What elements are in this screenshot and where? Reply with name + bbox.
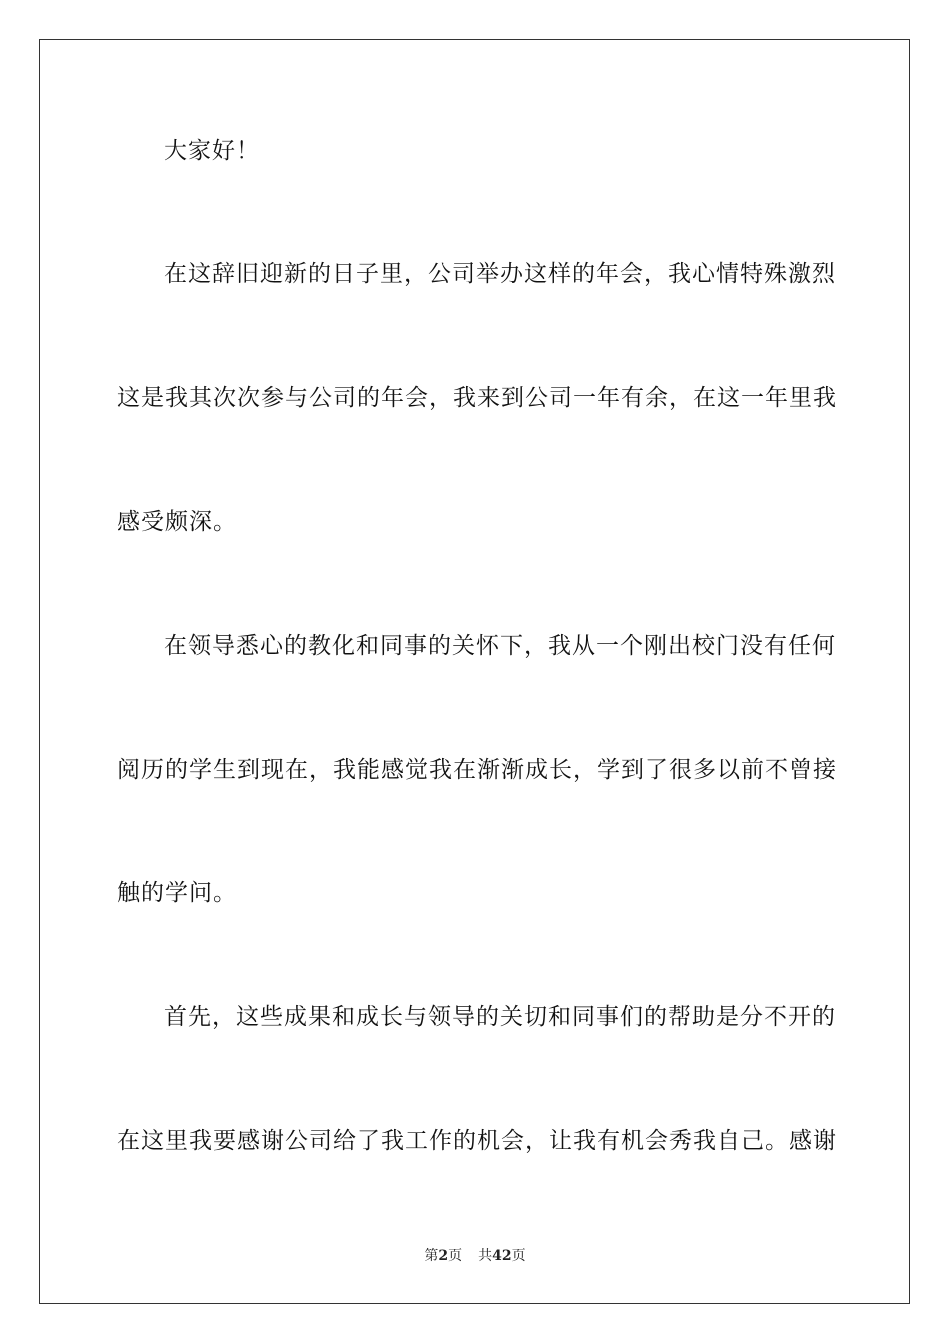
paragraph-line: 首先，这些成果和成长与领导的关切和同事们的帮助是分不开的 xyxy=(164,1004,836,1030)
page-number: 第2页 xyxy=(424,1248,463,1264)
paragraph-line: 触的学问。 xyxy=(117,880,237,906)
greeting-line: 大家好！ xyxy=(164,138,260,164)
paragraph-line: 感受颇深。 xyxy=(117,509,237,535)
page-frame xyxy=(39,39,910,1304)
paragraph-line: 这是我其次次参与公司的年会，我来到公司一年有余，在这一年里我 xyxy=(117,385,837,411)
paragraph-line: 阅历的学生到现在，我能感觉我在渐渐成长，学到了很多以前不曾接 xyxy=(117,757,837,783)
paragraph-line: 在这里我要感谢公司给了我工作的机会，让我有机会秀我自己。感谢 xyxy=(117,1128,837,1154)
paragraph-line: 在领导悉心的教化和同事的关怀下，我从一个刚出校门没有任何 xyxy=(164,633,836,659)
paragraph-line: 在这辞旧迎新的日子里，公司举办这样的年会，我心情特殊激烈 xyxy=(164,261,836,287)
page-footer xyxy=(0,1247,950,1265)
page-total: 共42页 xyxy=(478,1248,526,1264)
